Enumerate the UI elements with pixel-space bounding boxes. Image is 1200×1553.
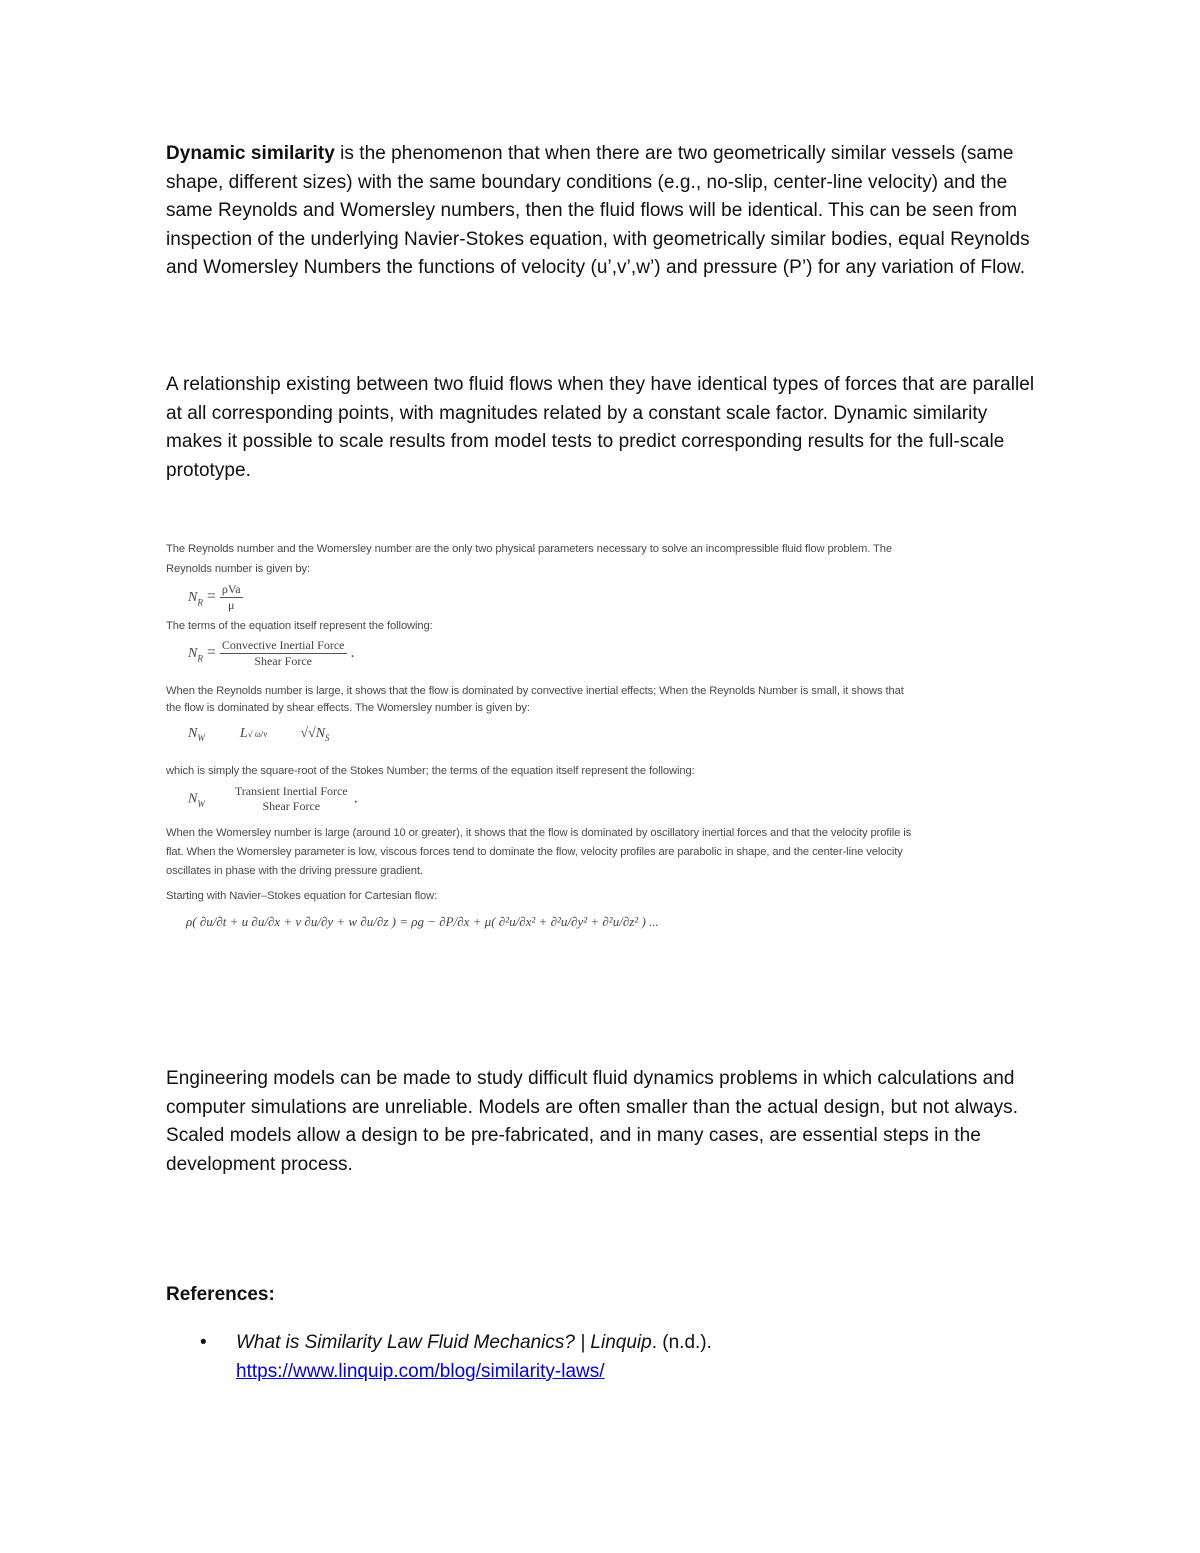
eq3-subscript: W — [197, 732, 205, 743]
excerpt-line-1: The Reynolds number and the Womersley number are the only two physical parameters necessary to solve an incompressible fluid flow problem. The — [166, 543, 892, 555]
eq3-stokes-root: √N — [308, 726, 326, 741]
references-heading: References: — [166, 1284, 275, 1305]
eq1-numerator: ρVa — [221, 582, 241, 596]
reference-item — [166, 1328, 1046, 1386]
eq1-symbol: N — [188, 590, 198, 606]
womersley-equation: $N_W$ L√ ω/ν $√√N_S$ — [188, 726, 330, 743]
bullet-icon: • — [200, 1332, 207, 1353]
eq3-length-scale: L — [239, 726, 248, 741]
paragraph-engineering-models: Engineering models can be made to study difficult fluid dynamics problems in which calculations and computer simulations are unreliable. Models are often smaller than the actual design, but not always. Scaled models allow a design to be pre-fabricated, and in many cases, are essential steps in the development process. — [166, 1068, 1019, 1175]
excerpt-line-3: The terms of the equation itself represent the following: — [166, 620, 433, 632]
excerpt-line-8: flat. When the Womersley parameter is low, viscous forces tend to dominate the flow, velocity profiles are parabolic in shape, and the center-line velocity — [166, 846, 903, 858]
excerpt-line-9: oscillates in phase with the driving pressure gradient. — [166, 865, 423, 877]
eq2-symbol: N — [188, 646, 198, 662]
navier-stokes-equation: ρ( ∂u/∂t + u ∂u/∂x + v ∂u/∂y + w ∂u/∂z ) = ρg − ∂P/∂x + μ( ∂²u/∂x² + ∂²u/∂y² + ∂²u/∂z² ) ... — [186, 914, 659, 929]
eq4-numerator: Transient Inertial Force — [234, 784, 348, 798]
eq1-subscript: R — [197, 597, 203, 608]
excerpt-line-2: Reynolds number is given by: — [166, 563, 310, 575]
eq2-numerator: Convective Inertial Force — [221, 638, 345, 652]
reynolds-equation: $N_R$ = $\frac{\text{ρVa}}{\mu}$ — [188, 582, 241, 612]
eq2-denominator: Shear Force — [254, 654, 313, 668]
eq4-denominator: Shear Force — [262, 799, 321, 813]
dynamic-similarity-term: Dynamic similarity — [166, 143, 335, 164]
reynolds-ratio-equation: $N_R$ = $\frac{\text{Convective Inertial Force}}{\text{Shear Force}}$ . — [188, 638, 355, 668]
excerpt-line-7: When the Womersley number is large (around 10 or greater), it shows that the flow is dominated by oscillatory inertial forces and that the velocity profile is — [166, 827, 912, 839]
eq1-denominator: μ — [227, 598, 235, 612]
eq2-fraction — [220, 638, 347, 669]
paragraph-relationship: A relationship existing between two fluid flows when they have identical types of forces that are parallel at all corresponding points, with magnitudes related by a constant scale factor. Dynamic similarity makes it possible to scale results from model tests to predict corresponding results for the full-scale prototype. — [166, 374, 1035, 481]
paragraph-dynamic-similarity — [166, 140, 1046, 283]
embedded-excerpt-image — [166, 540, 966, 950]
eq4-symbol: N — [188, 791, 198, 807]
eq4-fraction — [233, 784, 350, 814]
eq3-stokes-subscript: S — [325, 732, 330, 743]
eq2-subscript: R — [197, 653, 203, 664]
reference-date: . (n.d.). — [651, 1332, 712, 1353]
reference-link[interactable]: https://www.linquip.com/blog/similarity-laws/ — [236, 1361, 605, 1382]
references-list — [166, 1328, 1046, 1386]
excerpt-line-10: Starting with Navier–Stokes equation for Cartesian flow: — [166, 890, 438, 902]
reference-title: What is Similarity Law Fluid Mechanics? | Linquip — [236, 1332, 652, 1353]
eq4-subscript: W — [197, 798, 205, 809]
excerpt-line-5: the flow is dominated by shear effects. The Womersley number is given by: — [166, 702, 530, 714]
eq1-fraction — [220, 582, 243, 613]
excerpt-line-6: which is simply the square-root of the Stokes Number; the terms of the equation itself represent the following: — [166, 765, 695, 777]
womersley-ratio-equation: $N_W$ Transient Inertial Force Shear Force . — [188, 784, 358, 813]
dynamic-similarity-definition: is the phenomenon that when there are two geometrically similar vessels (same shape, different sizes) with the same boundary conditions (e.g., no-slip, center-line velocity) and the same Reynolds and Womersley numbers, then the fluid flows will be identical. This can be seen from inspection of the underlying Navier-Stokes equation, with geometrically similar bodies, equal Reynolds and Womersley Numbers the functions of velocity (u’,v’,w’) and pressure (P’) for any variation of Flow. — [166, 143, 1030, 279]
excerpt-line-4: When the Reynolds number is large, it shows that the flow is dominated by convective inertial effects; When the Reynolds Number is small, it shows that — [166, 685, 904, 697]
eq3-symbol: N — [188, 726, 198, 741]
